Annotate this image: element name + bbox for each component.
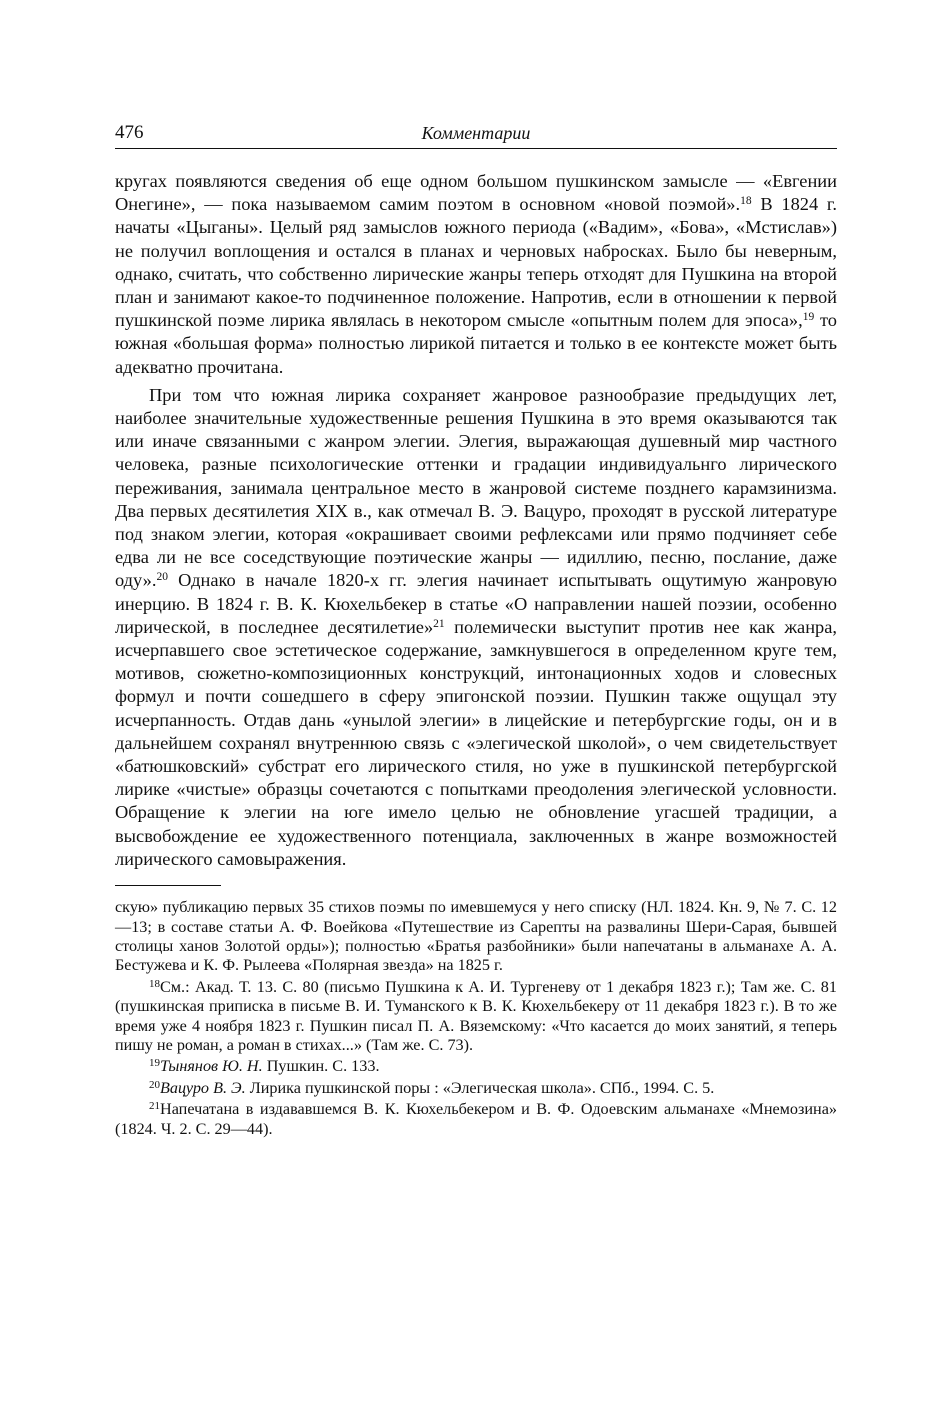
footnote-21 <box>115 1100 837 1139</box>
book-page <box>115 118 837 1139</box>
text-span: то южная «большая форма» полностью лирикой питается и только в ее контексте может быть адекватно прочитана. <box>115 310 837 377</box>
running-head: Комментарии <box>421 123 531 143</box>
paragraph-2 <box>115 384 837 871</box>
footnote-ref-20: 20 <box>156 571 168 584</box>
footnote-20 <box>115 1079 837 1098</box>
page-header <box>115 118 837 149</box>
footnote-text: Лирика пушкинской поры : «Элегическая школа». СПб., 1994. С. 5. <box>245 1078 715 1097</box>
footnotes <box>115 898 837 1139</box>
footnote-number: 20 <box>149 1078 160 1091</box>
footnote-18 <box>115 978 837 1056</box>
text-span: кругах появляются сведения об еще одном большом пушкинском замысле — «Евгении Онегине», — пока называемом самим поэтом в основном «новой поэмой». <box>115 171 837 215</box>
footnote-separator <box>115 885 221 886</box>
page-number: 476 <box>115 122 144 143</box>
paragraph-1 <box>115 170 837 379</box>
footnote-author: Вацуро В. Э. <box>160 1078 246 1097</box>
footnote-number: 21 <box>149 1100 160 1113</box>
footnote-continuation: скую» публикацию первых 35 стихов поэмы по имевшемуся у него списку (НЛ. 1824. Кн. 9, № 7. С. 12—13; в составе статьи А. Ф. Воейкова «Путешествие из Сарепты на развалины Шери-Сарая, бывшей столицы ханов Золотой орды»); полностью «Братья разбойники» были напечатаны в альманахе А. А. Бестужева и К. Ф. Рылеева «Полярная звезда» на 1825 г. <box>115 898 837 975</box>
text-span: полемически выступит против нее как жанра, исчерпавшего свое эстетическое содержание, замкнувшегося в определенном круге тем, мотивов, сюжетно-композиционных конструкций, интонационных ходов и словесных формул и почти сошедшего в сферу эпигонской поэзии. Пушкин также ощущал эту исчерпанность. Отдав дань «унылой элегии» в лицейские и петербургские годы, он и в дальнейшем сохранял внутреннюю связь с «элегической школой», о чем свидетельствует «батюшковский» субстрат его лирического стиля, но уже в пушкинской петербургской лирике «чистые» образцы сочетаются с попытками преодоления элегической условности. Обращение к элегии на юге имело целью не обновление угасшей традиции, а высвобождение ее художественного потенциала, заключенных в жанре возможностей лирического самовыражения. <box>115 616 837 869</box>
footnote-text: См.: Акад. Т. 13. С. 80 (письмо Пушкина к А. И. Тургеневу от 1 декабря 1823 г.); Там же. С. 81 (пушкинская приписка в письме В. И. Туманского к В. К. Кюхельбекеру от 11 декабря 1823 г.). В то же время уже 4 ноября 1823 г. Пушкин писал П. А. Вяземскому: «Что касается до моих занятий, я теперь пишу не роман, а роман в стихах...» (Там же. С. 73). <box>115 977 837 1054</box>
footnote-text: Напечатана в издававшемся В. К. Кюхельбекером и В. Ф. Одоевским альманахе «Мнемозина» (1824. Ч. 2. С. 29—44). <box>115 1100 837 1138</box>
main-text <box>115 170 837 871</box>
footnote-ref-18: 18 <box>740 195 752 208</box>
footnote-number: 19 <box>149 1057 160 1070</box>
footnote-text: Пушкин. С. 133. <box>262 1057 380 1076</box>
footnote-number: 18 <box>149 977 160 990</box>
footnote-author: Тынянов Ю. Н. <box>160 1057 263 1076</box>
text-span: При том что южная лирика сохраняет жанровое разнообразие предыдущих лет, наиболее значительные художественные решения Пушкина в это время оказываются так или иначе связанными с жанром элегии. Элегия, выражающая душевный мир частного человека, разные психологические оттенки и градации индивидуальнго лирического переживания, занимала центральное место в жанровой системе позднего карамзинизма. Два первых десятилетия XIX в., как отмечал В. Э. Вацуро, проходят в русской литературе под знаком элегии, которая «окрашивает своими рефлексами или прямо подчиняет себе едва ли не все соседствующие поэтические жанры — идиллию, песню, послание, даже оду». <box>115 384 837 591</box>
text-span: В 1824 г. начаты «Цыганы». Целый ряд замыслов южного периода («Вадим», «Бова», «Мстислав») не получил воплощения и остался в планах и черновых набросках. Было бы неверным, однако, считать, что собственно лирические жанры теперь отходят для Пушкина на второй план и занимают какое-то подчиненное положение. Напротив, если в отношении к первой пушкинской поэме лирика являлась в некотором смысле «опытным полем для эпоса», <box>115 194 837 331</box>
footnote-ref-21: 21 <box>433 617 445 630</box>
text-span: Однако в начале 1820-х гг. элегия начинает испытывать ощутимую жанровую инерцию. В 1824 г. В. К. Кюхельбекер в статье «О направлении нашей поэзии, особенно лирической, в последнее десятилетие» <box>115 570 837 637</box>
footnote-ref-19: 19 <box>802 311 815 324</box>
footnote-19 <box>115 1057 837 1076</box>
